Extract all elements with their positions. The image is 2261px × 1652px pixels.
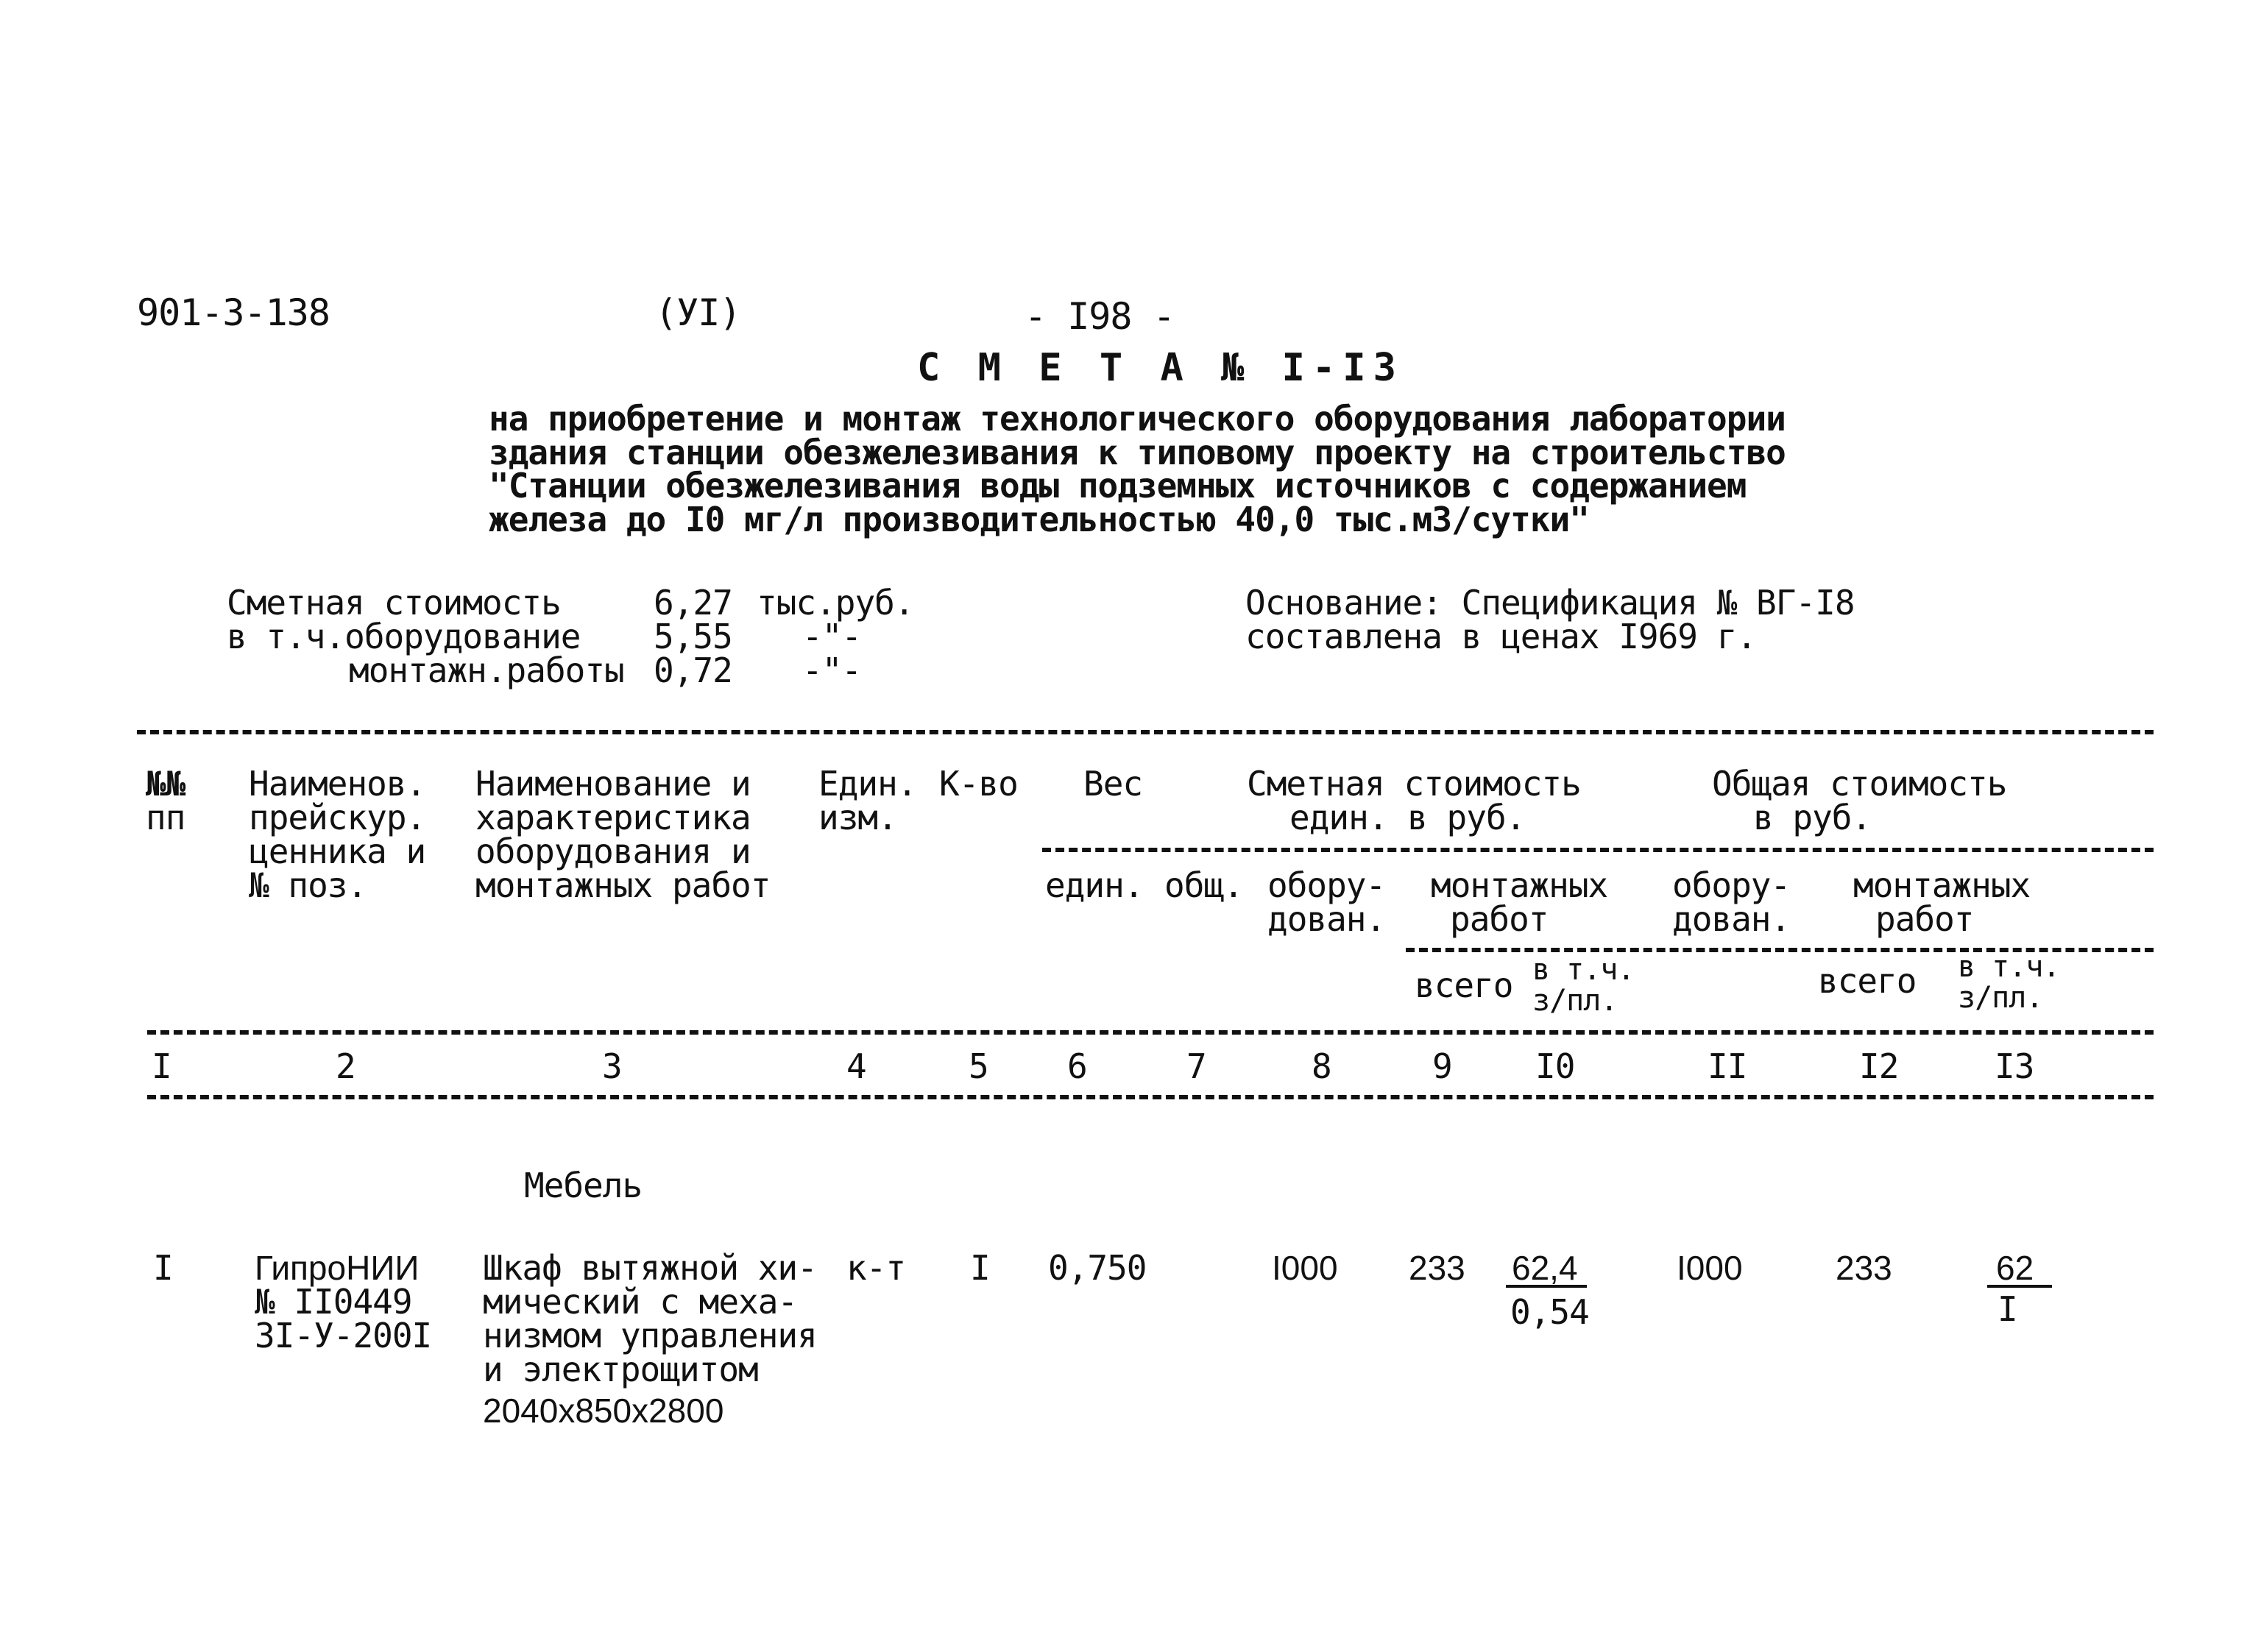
header-sub-rule [1042,848,2154,852]
cost-equipment-unit: -"- [802,617,862,656]
row-unit-install-total: 233 [1409,1249,1465,1287]
project-code: 901-3-138 [137,291,330,334]
basis-line-2: составлена в ценах I969 г. [1245,617,1757,656]
total-equipment-header-2: дован. [1672,899,1791,939]
row-description-3: низмом управления [483,1316,817,1355]
total-cost-title-1: Общая стоимость [1712,764,2007,804]
row-total-wages-top: 62 [1996,1249,2034,1287]
total-equipment-header-1: обору- [1672,865,1791,905]
row-dimensions: 2040х850х2800 [483,1392,724,1430]
cost-installation-label: монтажн.работы [349,650,624,690]
description-line-2: здания станции обезжелезивания к типовому проекту на строительство [489,433,1786,472]
cost-equipment-label: в т.ч.оборудование [227,617,581,656]
col-pricelist-header-4: № поз. [249,865,367,905]
col-name-header-3: оборудования и [475,832,751,871]
row-total-install: 233 [1836,1249,1892,1287]
page-number: - I98 - [1025,295,1175,338]
cost-installation-value: 0,72 [654,650,732,690]
volume-number: (УI) [655,291,741,334]
total-cost-title-2: в руб. [1753,798,1872,837]
unit-installation-header-1: монтажных [1431,865,1608,905]
cost-equipment-value: 5,55 [654,617,732,656]
row-description-2: мический с меха- [483,1282,798,1322]
unit-equipment-header-2: дован. [1267,899,1386,939]
col-name-header-1: Наименование и [475,764,751,804]
col-weight-unit-header: един. [1045,865,1144,905]
column-number: 5 [969,1046,988,1086]
column-number: 4 [846,1046,866,1086]
row-unit-install-wages-bottom: 0,54 [1510,1292,1589,1332]
row-pricelist-3: 3I-У-200I [255,1316,432,1355]
total-install-total-header: всего [1818,961,1917,1001]
unit-cost-title-2: един. в руб. [1289,798,1526,837]
description-line-3: "Станции обезжелезивания воды подземных источников с содержанием [489,466,1747,506]
column-number: 9 [1432,1046,1452,1086]
header-bottom-rule [147,1030,2154,1035]
column-number: 3 [602,1046,622,1086]
column-number: 6 [1067,1046,1087,1086]
column-number: 2 [336,1046,355,1086]
row-description-4: и электрощитом [483,1350,758,1389]
col-pricelist-header-3: ценника и [249,832,426,871]
basis-line-1: Основание: Спецификация № ВГ-I8 [1245,583,1855,623]
document-title: С М Е Т А № I-I3 [917,346,1404,390]
col-qty-header: К-во [939,764,1018,804]
col-name-header-4: монтажных работ [475,865,771,905]
row-pricelist-2: № II0449 [255,1282,412,1322]
column-number: I0 [1535,1046,1575,1086]
column-number-rule [147,1095,2154,1099]
column-number: I2 [1859,1046,1899,1086]
unit-install-wages-header-2: з/пл. [1532,984,1618,1018]
table-top-rule [137,730,2154,734]
row-unit-equipment: I000 [1272,1249,1338,1287]
cost-total-value: 6,27 [654,583,732,623]
unit-cost-title-1: Сметная стоимость [1247,764,1581,804]
cost-total-label: Сметная стоимость [227,583,561,623]
row-description-1: Шкаф вытяжной хи- [483,1248,817,1288]
row-quantity: I [970,1248,990,1288]
column-number: 7 [1186,1046,1206,1086]
unit-equipment-header-1: обору- [1267,865,1386,905]
unit-installation-header-2: работ [1450,899,1549,939]
row-pricelist-1: ГипроНИИ [255,1249,420,1287]
column-number: I [152,1046,171,1086]
unit-install-total-header: всего [1415,965,1513,1005]
col-pricelist-header-1: Наименов. [249,764,426,804]
unit-install-wages-header-1: в т.ч. [1532,953,1635,987]
fraction-line [1506,1285,1587,1288]
cost-installation-unit: -"- [802,650,862,690]
row-number: I [153,1248,173,1288]
description-line-4: железа до I0 мг/л производительностью 40,0 тыс.м3/сутки" [489,500,1589,539]
col-unit-header-1: Един. [818,764,917,804]
col-num-header-1: №№ [146,764,185,804]
total-installation-header-2: работ [1875,899,1974,939]
column-number: I3 [1995,1046,2034,1086]
section-title: Мебель [524,1166,643,1205]
col-pricelist-header-2: прейскур. [249,798,426,837]
row-unit: к-т [846,1248,906,1288]
column-number: 8 [1312,1046,1331,1086]
row-weight-unit: 0,750 [1048,1248,1147,1288]
row-total-wages-bottom: I [1998,1289,2017,1329]
col-unit-header-2: изм. [818,798,897,837]
total-installation-header-1: монтажных [1853,865,2031,905]
col-weight-total-header: общ. [1164,865,1243,905]
row-unit-install-wages-top: 62,4 [1512,1249,1578,1287]
col-num-header-2: пп [146,798,185,837]
total-install-wages-header-1: в т.ч. [1958,950,2060,984]
description-line-1: на приобретение и монтаж технологического оборудования лаборатории [489,399,1786,439]
fraction-line [1987,1285,2052,1288]
row-total-equipment: I000 [1677,1249,1743,1287]
cost-total-unit: тыс.руб. [757,583,914,623]
column-number: II [1708,1046,1747,1086]
total-install-wages-header-2: з/пл. [1958,981,2043,1015]
col-name-header-2: характеристика [475,798,751,837]
col-weight-header: Вес [1083,764,1143,804]
